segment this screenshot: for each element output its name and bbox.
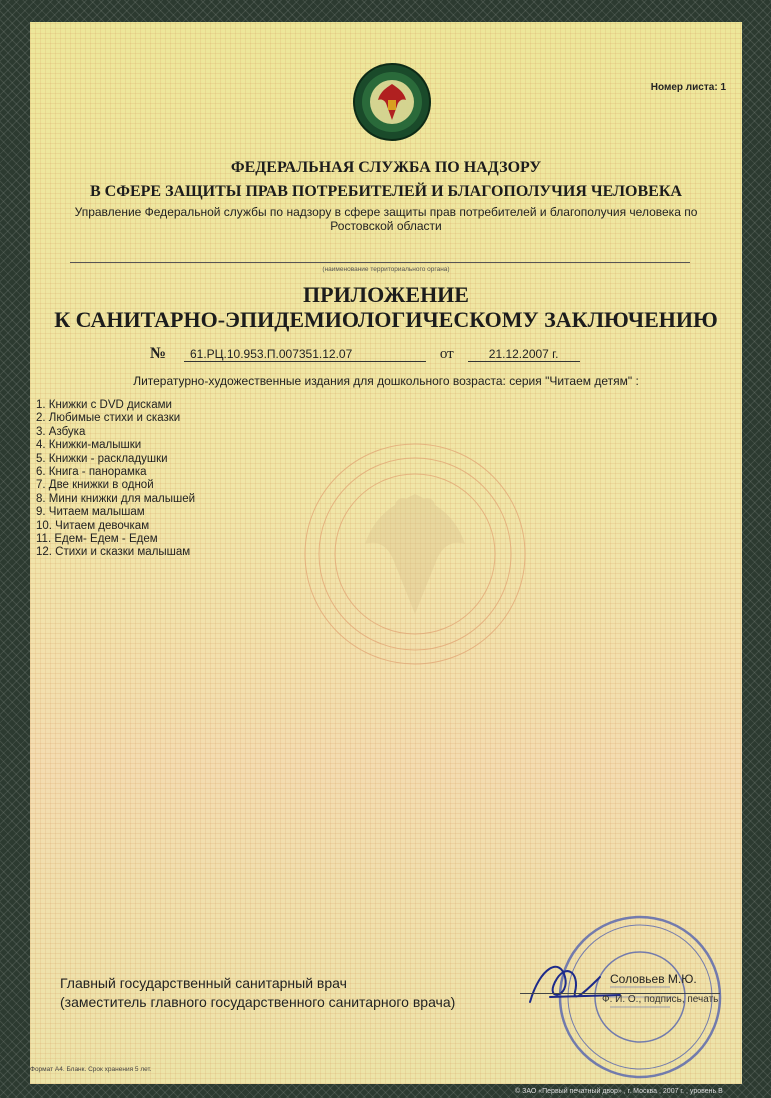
list-item: 8. Мини книжки для малышей — [36, 492, 196, 505]
document-title: ПРИЛОЖЕНИЕ — [303, 282, 469, 307]
list-item: 9. Читаем малышам — [36, 506, 145, 519]
agency-name-line2: В СФЕРЕ ЗАЩИТЫ ПРАВ ПОТРЕБИТЕЛЕЙ И БЛАГОПОЛУЧИЯ ЧЕЛОВЕКА — [90, 183, 682, 200]
product-list — [36, 399, 195, 560]
product-category: Литературно-художественные издания для дошкольного возраста: серия "Читаем детям" : — [133, 374, 639, 388]
signatory-title-line2: (заместитель главного государственного санитарного врача) — [60, 994, 456, 1010]
document-subtitle: К САНИТАРНО-ЭПИДЕМИОЛОГИЧЕСКОМУ ЗАКЛЮЧЕНИЮ — [54, 307, 718, 332]
list-item: 2. Любимые стихи и сказки — [36, 412, 181, 425]
signer-name: Соловьев М.Ю. — [610, 972, 697, 986]
list-item: 12. Стихи и сказки малышам — [36, 546, 191, 559]
signatory-title-line1: Главный государственный санитарный врач — [60, 975, 347, 991]
date-label: от — [439, 346, 454, 362]
department-line1: Управление Федеральной службы по надзору в сфере защиты прав потребителей и благополучия человека по — [74, 205, 698, 219]
list-item: 7. Две книжки в одной — [36, 479, 154, 492]
conclusion-reference — [150, 345, 580, 363]
list-item: 11. Едем- Едем - Едем — [36, 533, 158, 546]
coat-of-arms-watermark — [295, 434, 535, 674]
printer-note: © ЗАО «Первый печатный двор» , г. Москва , 2007 г. , уровень В — [515, 1088, 723, 1095]
signature-caption: Ф. И. О., подпись, печать — [602, 994, 719, 1005]
form-note: Формат А4. Бланк. Срок хранения 5 лет. — [30, 1066, 152, 1073]
divider-line — [70, 262, 690, 263]
list-item: 4. Книжки-малышки — [36, 439, 142, 452]
conclusion-number: 61.РЦ.10.953.П.007351.12.07 — [184, 347, 426, 362]
conclusion-date: 21.12.2007 г. — [468, 347, 580, 362]
department-line2: Ростовской области — [330, 219, 442, 233]
list-item: 3. Азбука — [36, 425, 86, 438]
list-item: 10. Читаем девочкам — [36, 519, 150, 532]
sheet-number: Номер листа: 1 — [650, 82, 726, 93]
number-label: № — [150, 345, 167, 362]
signatory-title — [60, 974, 455, 1012]
rospotrebnadzor-emblem — [352, 62, 432, 142]
certificate-sheet — [30, 22, 742, 1084]
department-name — [30, 205, 742, 233]
list-item: 6. Книга - панорамка — [36, 466, 147, 479]
agency-name-line1: ФЕДЕРАЛЬНАЯ СЛУЖБА ПО НАДЗОРУ — [230, 159, 542, 176]
territorial-body-caption: (наименование территориального органа) — [322, 266, 450, 273]
list-item: 1. Книжки с DVD дисками — [36, 399, 172, 411]
list-item: 5. Книжки - раскладушки — [36, 452, 168, 465]
